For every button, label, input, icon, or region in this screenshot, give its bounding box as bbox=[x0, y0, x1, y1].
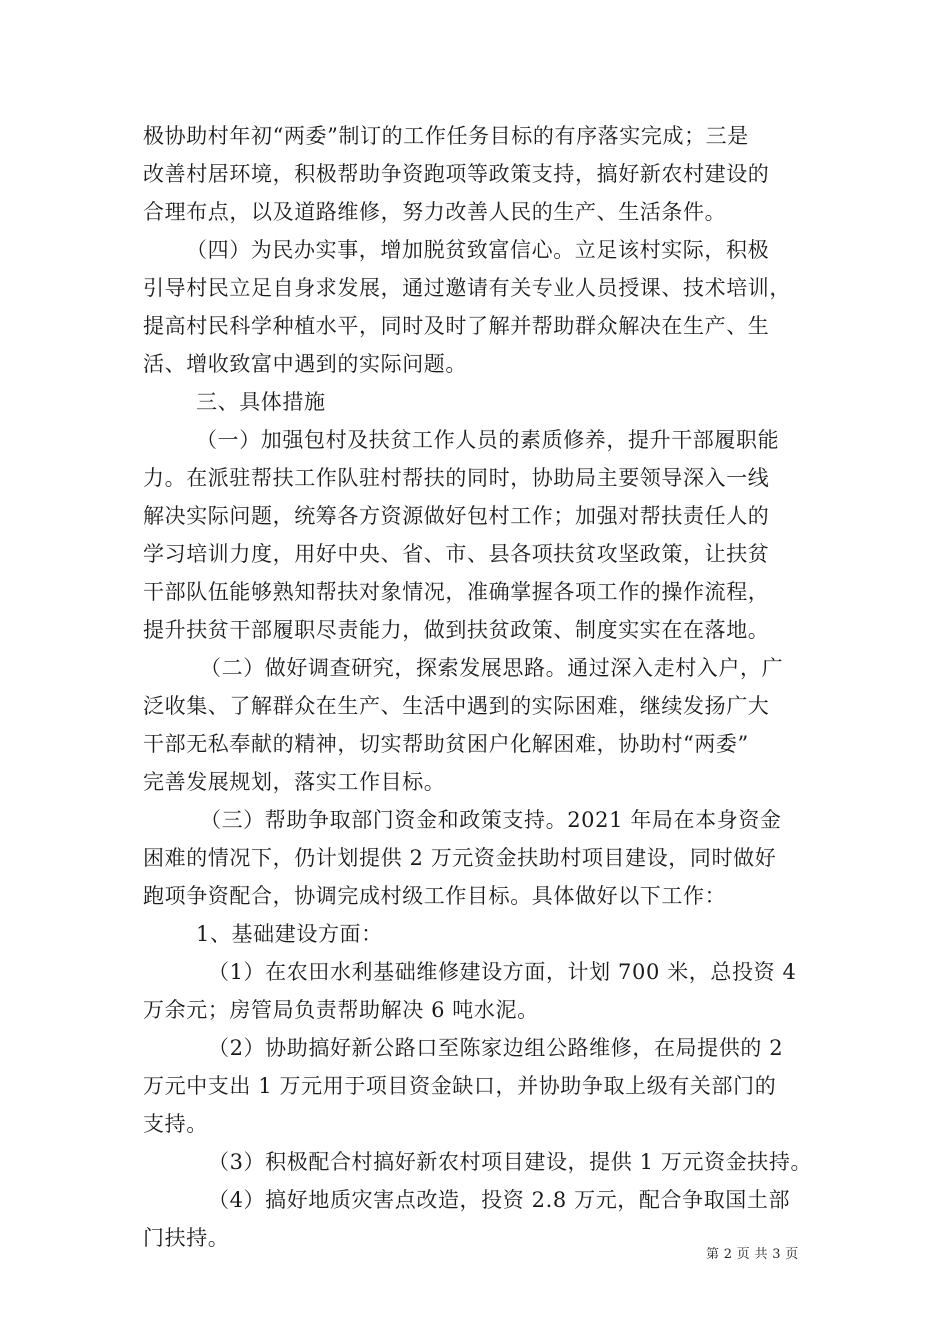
body-line: 困难的情况下，仍计划提供 2 万元资金扶助村项目建设，同时做好 bbox=[143, 846, 777, 870]
body-line: 完善发展规划，落实工作目标。 bbox=[143, 770, 446, 794]
body-line: 支持。 bbox=[143, 1112, 208, 1136]
page-number: 第 2 页 共 3 页 bbox=[706, 1247, 799, 1262]
body-line: 引导村民立足自身求发展，通过邀请有关专业人员授课、技术培训， bbox=[143, 276, 791, 300]
body-line: 学习培训力度，用好中央、省、市、县各项扶贫攻坚政策，让扶贫 bbox=[143, 542, 770, 566]
section-heading: 三、具体措施 bbox=[196, 390, 326, 414]
body-line: 万余元；房管局负责帮助解决 6 吨水泥。 bbox=[143, 998, 539, 1022]
body-line: 泛收集、了解群众在生产、生活中遇到的实际困难，继续发扬广大 bbox=[143, 694, 770, 718]
subsection-heading: 1、基础建设方面： bbox=[196, 922, 383, 946]
body-line: （四）为民办实事，增加脱贫致富信心。立足该村实际，积极 bbox=[186, 238, 770, 262]
body-line: 极协助村年初“两委”制订的工作任务目标的有序落实完成；三是 bbox=[143, 124, 749, 148]
body-line: 跑项争资配合，协调完成村级工作目标。具体做好以下工作： bbox=[143, 884, 727, 908]
body-line: 活、增收致富中遇到的实际问题。 bbox=[143, 352, 467, 376]
body-line: （2）协助搞好新公路口至陈家边组公路维修，在局提供的 2 bbox=[208, 1036, 784, 1060]
body-line: 合理布点，以及道路维修，努力改善人民的生产、生活条件。 bbox=[143, 200, 727, 224]
body-line: 万元中支出 1 万元用于项目资金缺口，并协助争取上级有关部门的 bbox=[143, 1074, 777, 1098]
body-line: （三）帮助争取部门资金和政策支持。2021 年局在本身资金 bbox=[200, 808, 782, 832]
body-line: 提升扶贫干部履职尽责能力，做到扶贫政策、制度实实在在落地。 bbox=[143, 618, 770, 642]
body-line: （1）在农田水利基础维修建设方面，计划 700 米，总投资 4 bbox=[208, 960, 797, 984]
body-line: （4）搞好地质灾害点改造，投资 2.8 万元，配合争取国土部 bbox=[208, 1188, 791, 1212]
body-line: 改善村居环境，积极帮助争资跑项等政策支持，搞好新农村建设的 bbox=[143, 162, 770, 186]
body-line: 门扶持。 bbox=[143, 1226, 230, 1250]
body-line: 干部无私奉献的精神，切实帮助贫困户化解困难，协助村“两委” bbox=[143, 732, 749, 756]
body-line: 提高村民科学种植水平，同时及时了解并帮助群众解决在生产、生 bbox=[143, 314, 770, 338]
body-line: （二）做好调查研究，探索发展思路。通过深入走村入户，广 bbox=[200, 656, 784, 680]
body-line: （3）积极配合村搞好新农村项目建设，提供 1 万元资金扶持。 bbox=[208, 1150, 813, 1174]
body-line: 干部队伍能够熟知帮扶对象情况，准确掌握各项工作的操作流程， bbox=[143, 580, 770, 604]
body-line: （一）加强包村及扶贫工作人员的素质修养，提升干部履职能 bbox=[196, 428, 780, 452]
body-line: 力。在派驻帮扶工作队驻村帮扶的同时，协助局主要领导深入一线 bbox=[143, 466, 770, 490]
body-line: 解决实际问题，统筹各方资源做好包村工作；加强对帮扶责任人的 bbox=[143, 504, 770, 528]
